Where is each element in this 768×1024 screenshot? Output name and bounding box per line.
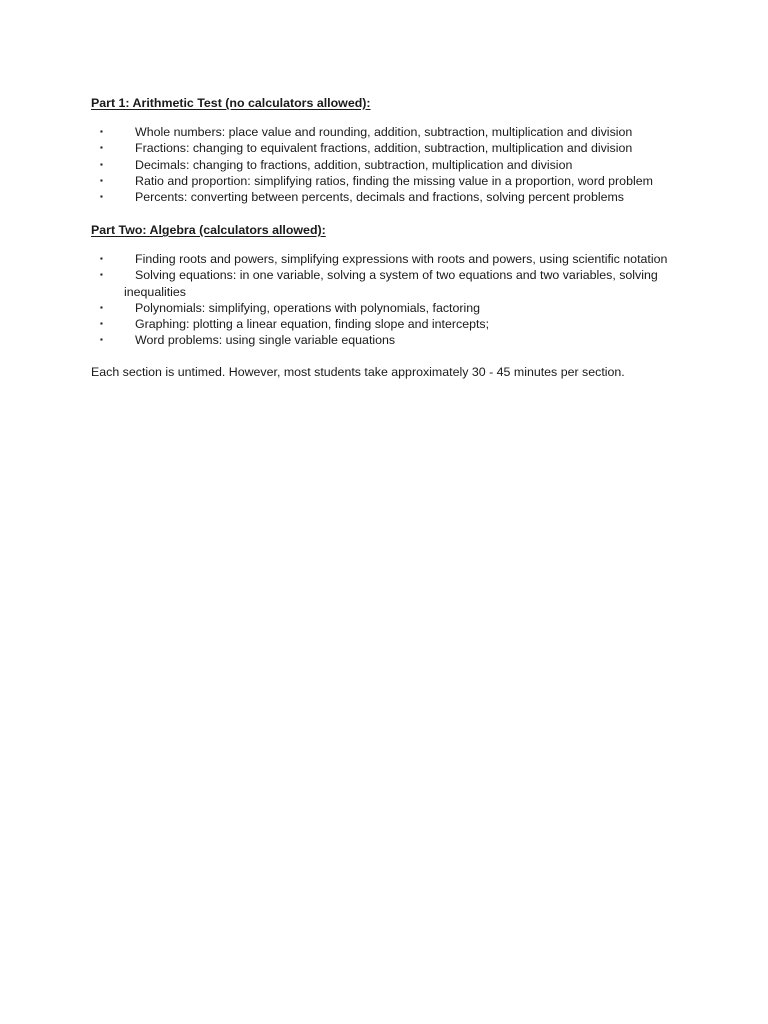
list-item [0, 332, 684, 348]
square-bullet-icon: ▪ [100, 302, 103, 312]
list-item-text: Solving equations: in one variable, solving a system of two equations and two variables, solving inequalities [124, 268, 658, 299]
list-item-text: Ratio and proportion: simplifying ratios, finding the missing value in a proportion, word problem [135, 173, 653, 188]
square-bullet-icon: ▪ [100, 254, 103, 263]
list-item-text: Fractions: changing to equivalent fractions, addition, subtraction, multiplication and division [135, 141, 633, 156]
list-item [0, 189, 684, 205]
list-item-text: Word problems: using single variable equations [135, 333, 396, 348]
part2-heading: Part Two: Algebra (calculators allowed): [91, 223, 326, 237]
square-bullet-icon: ▪ [100, 270, 103, 280]
part1-list [0, 124, 768, 205]
square-bullet-icon: ▪ [100, 143, 103, 153]
list-item-text: Whole numbers: place value and rounding, addition, subtraction, multiplication and division [135, 125, 633, 139]
square-bullet-icon: ▪ [100, 127, 103, 136]
list-item-text: Decimals: changing to fractions, addition, subtraction, multiplication and division [135, 157, 573, 172]
list-item-text: Graphing: plotting a linear equation, finding slope and intercepts; [135, 317, 490, 332]
list-item-text: Polynomials: simplifying, operations with polynomials, factoring [135, 300, 481, 315]
list-item [0, 173, 684, 189]
square-bullet-icon: ▪ [100, 335, 103, 345]
list-item-text: Percents: converting between percents, decimals and fractions, solving percent problems [135, 190, 624, 205]
part2-list [0, 251, 768, 349]
list-item [0, 124, 684, 140]
square-bullet-icon: ▪ [100, 319, 103, 329]
list-item [0, 140, 684, 156]
list-item [0, 267, 684, 300]
square-bullet-icon: ▪ [100, 175, 103, 185]
list-item [0, 251, 684, 267]
timing-note: Each section is untimed. However, most students take approximately 30 - 45 minutes per section. [91, 365, 625, 379]
list-item [0, 157, 684, 173]
square-bullet-icon: ▪ [100, 192, 103, 202]
square-bullet-icon: ▪ [100, 159, 103, 169]
list-item [0, 316, 684, 332]
list-item [0, 300, 684, 316]
list-item-text: Finding roots and powers, simplifying expressions with roots and powers, using scientific notation [135, 252, 668, 266]
part1-heading: Part 1: Arithmetic Test (no calculators allowed): [91, 96, 371, 110]
